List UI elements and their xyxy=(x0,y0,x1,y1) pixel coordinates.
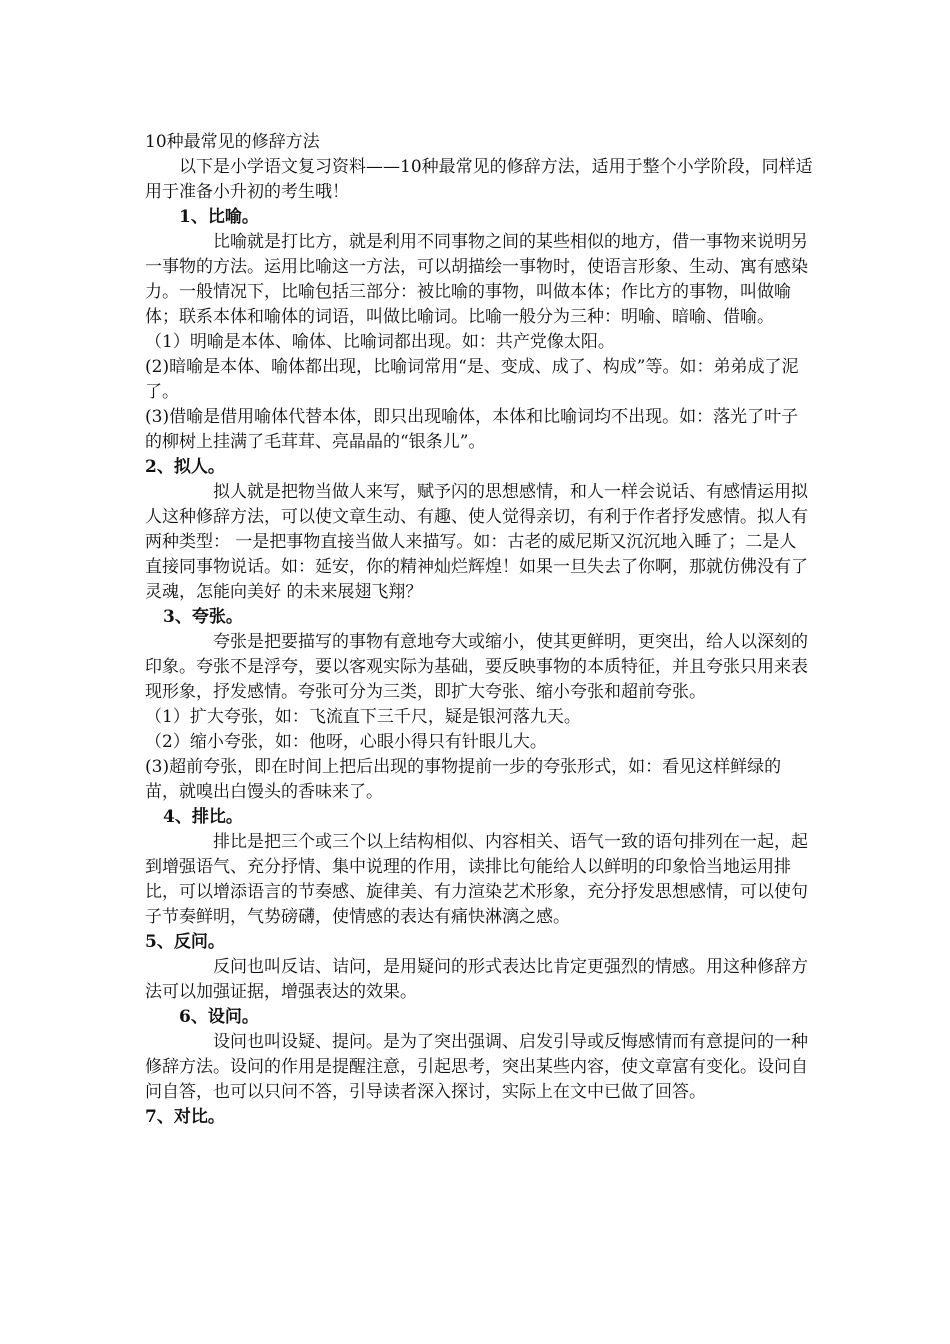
intro-paragraph: 以下是小学语文复习资料——10种最常见的修辞方法，适用于整个小学阶段，同样适用于准备小升初的考生哦！ xyxy=(145,157,813,202)
section-heading: 6、设问。 xyxy=(179,1007,259,1027)
list-item: (3)超前夸张，即在时间上把后出现的事物提前一步的夸张形式，如：看见这样鲜绿的苗，就嗅出白馒头的香味来了。 xyxy=(145,757,782,802)
section-heading: 1、比喻。 xyxy=(179,207,259,227)
document-title: 10种最常见的修辞方法 xyxy=(145,132,320,152)
section-body: 反问也叫反诘、诘问，是用疑问的形式表达比肯定更强烈的情感。用这种修辞方法可以加强证据，增强表达的效果。 xyxy=(145,957,808,1002)
list-item: (2)暗喻是本体、喻体都出现，比喻词常用“是、变成、成了、构成”等。如：弟弟成了泥了。 xyxy=(145,357,799,402)
section-body: 夸张是把要描写的事物有意地夸大或缩小，使其更鲜明，更突出，给人以深刻的印象。夸张不是浮夸，要以客观实际为基础，要反映事物的本质特征，并且夸张只用来表现形象，抒发感情。夸张可分为三类，即扩大夸张、缩小夸张和超前夸张。 xyxy=(145,632,808,702)
document-page xyxy=(145,130,813,1130)
section-body: 设问也叫设疑、提问。是为了突出强调、启发引导或反悔感情而有意提问的一种修辞方法。设问的作用是提醒注意，引起思考，突出某些内容，使文章富有变化。设问自问自答，也可以只问不答，引导读者深入探讨，实际上在文中已做了回答。 xyxy=(145,1032,808,1102)
section-heading: 4、排比。 xyxy=(163,807,243,827)
list-item: （1）明喻是本体、喻体、比喻词都出现。如：共产党像太阳。 xyxy=(145,332,615,352)
section-body: 比喻就是打比方，就是利用不同事物之间的某些相似的地方，借一事物来说明另一事物的方法。运用比喻这一方法，可以胡描绘一事物时，使语言形象、生动、寓有感染力。一般情况下，比喻包括三部分：被比喻的事物，叫做本体；作比方的事物，叫做喻体；联系本体和喻体的词语，叫做比喻词。比喻一般分为三种：明喻、暗喻、借喻。 xyxy=(145,232,808,327)
list-item: (3)借喻是借用喻体代替本体，即只出现喻体，本体和比喻词均不出现。如：落光了叶子的柳树上挂满了毛茸茸、亮晶晶的“银条儿”。 xyxy=(145,407,799,452)
section-heading: 7、对比。 xyxy=(145,1107,225,1127)
section-heading: 3、夸张。 xyxy=(163,607,243,627)
section-body: 拟人就是把物当做人来写，赋予闪的思想感情，和人一样会说话、有感情运用拟人这种修辞方法，可以使文章生动、有趣、使人觉得亲切，有利于作者抒发感情。拟人有两种类型： 一是把事物直接当做人来描写。如：古老的威尼斯又沉沉地入睡了；二是人直接同事物说话。如：延安，你的精神灿烂辉煌！如果一旦失去了你啊，那就仿佛没有了灵魂，怎能向美好 的未来展翅飞翔？ xyxy=(145,482,808,602)
section-body: 排比是把三个或三个以上结构相似、内容相关、语气一致的语句排列在一起，起到增强语气、充分抒情、集中说理的作用，读排比句能给人以鲜明的印象恰当地运用排比，可以增添语言的节奏感、旋律美、有力渲染艺术形象，充分抒发思想感情，可以使句子节奏鲜明，气势磅礴，使情感的表达有痛快淋漓之感。 xyxy=(145,832,808,927)
section-heading: 2、拟人。 xyxy=(145,457,225,477)
list-item: （1）扩大夸张，如：飞流直下三千尺，疑是银河落九天。 xyxy=(145,707,581,727)
list-item: （2）缩小夸张，如：他呀，心眼小得只有针眼儿大。 xyxy=(145,732,547,752)
section-heading: 5、反问。 xyxy=(145,932,225,952)
